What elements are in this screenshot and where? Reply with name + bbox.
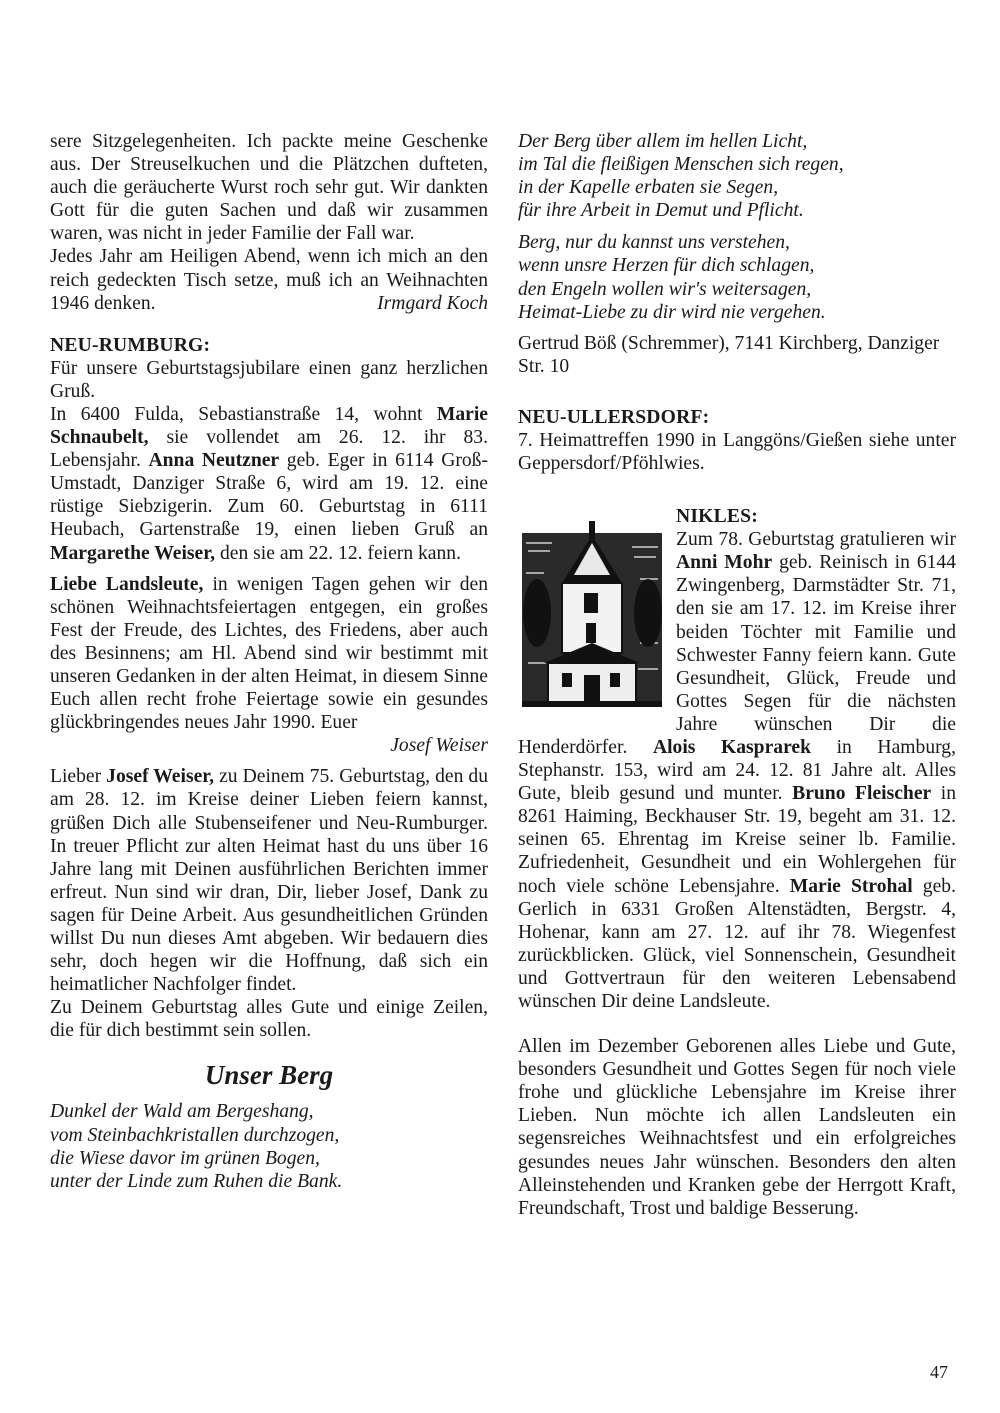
neu-ullersdorf-text: 7. Heimattreffen 1990 in Langgöns/Gießen siehe unter Geppersdorf/Pföhlwies.	[518, 429, 956, 475]
poem-line: wenn unsre Herzen für dich schlagen,	[518, 255, 815, 277]
poem-line: für ihre Arbeit in Demut und Pflicht.	[518, 200, 804, 222]
chapel-woodcut-image	[522, 513, 662, 718]
poem-line: im Tal die fleißigen Menschen sich regen,	[518, 154, 844, 176]
name-anni-mohr: Anni Mohr	[676, 552, 773, 574]
name-josef-weiser: Josef Weiser,	[106, 766, 215, 788]
name-margarethe-weiser: Margarethe Weiser,	[50, 542, 216, 564]
poem-stanza-2	[518, 130, 956, 222]
nikles-section	[518, 505, 956, 1013]
poem-continuation	[518, 130, 956, 324]
heading-neu-rumburg: NEU-RUMBURG:	[50, 334, 211, 356]
poem-line: Heimat-Liebe zu dir wird nie vergehen.	[518, 301, 826, 323]
greeting-lead: Liebe Landsleute,	[50, 573, 204, 595]
chapel-woodcut-icon	[522, 513, 662, 718]
left-column	[50, 130, 488, 1193]
name-marie-strohal: Marie Strohal	[789, 875, 913, 897]
poem-line: in der Kapelle erbaten sie Segen,	[518, 177, 779, 199]
intro-paragraph-2	[50, 245, 488, 314]
christmas-greeting: Liebe Landsleute, in wenigen Tagen gehen wir den schönen Weihnachtsfeiertagen entgegen, ein großes Fest der Freude, des Lichtes, des Friedens, aber auch des Besinnens; am Hl. Abend sind wir bestimmt mit unseren Gedanken in der alten Heimat, in diesem Sinne Euch allen recht frohe Feiertage sowie ein gesundes glückbringendes neues Jahr 1990. Euer	[50, 573, 488, 734]
poem-author: Gertrud Böß (Schremmer), 7141 Kirchberg, Danziger Str. 10	[518, 332, 940, 377]
signature-irmgard-koch: Irmgard Koch	[377, 292, 488, 314]
heading-nikles: NIKLES:	[676, 506, 758, 528]
intro-text-2: Jedes Jahr am Heiligen Abend, wenn ich mich an den reich gedeckten Tisch setze, muß ich an Weihnachten 1946 denken.	[50, 246, 488, 314]
name-bruno-fleischer: Bruno Fleischer	[792, 783, 932, 805]
heading-neu-ullersdorf: NEU-ULLERSDORF:	[518, 406, 710, 428]
page-number: 47	[930, 1362, 948, 1382]
nikles-birthdays: Zum 78. Geburtstag gratulieren wir Anni Mohr geb. Reinisch in 6144 Zwingenberg, Darmstädter Str. 71, den sie am 17. 12. im Kreise ihrer beiden Töchter mit Familie und Schwester Fanny feiern kann. Gute Gesundheit, Glück, Freude und Gottes Segen für die nächsten Jahre wünschen Dir die Henderdörfer. Alois Kasprarek in Hamburg, Stephanstr. 153, wird am 24. 12. 81 Jahre alt. Alles Gute, bleib gesund und munter. Bruno Fleischer in 8261 Haiming, Beckhauser Str. 19, begeht am 31. 12. seinen 65. Ehrentag im Kreise seiner lb. Familie. Zufriedenheit, Gesundheit und ein Wohlergehen für noch viele schöne Lebensjahre. Marie Strohal geb. Gerlich in 6331 Großen Altenstädten, Bergstr. 4, Hohenar, kann am 27. 12. auf ihr 78. Wiegenfest zurückblicken. Glück, viel Sonnenschein, Gesundheit und Gottvertraun für den weiteren Lebensabend wünschen Dir deine Landsleute.	[518, 529, 957, 1012]
poem-line: unter der Linde zum Ruhen die Bank.	[50, 1170, 343, 1192]
neu-rumburg-greeting: Für unsere Geburtstagsjubilare einen ganz herzlichen Gruß.	[50, 357, 488, 402]
poem-line: Der Berg über allem im hellen Licht,	[518, 131, 808, 152]
poem-intro: Zu Deinem Geburtstag alles Gute und einige Zeilen, die für dich bestimmt sein sollen.	[50, 997, 488, 1042]
poem-stanza-3	[518, 231, 956, 323]
poem-line: den Engeln wollen wir's weitersagen,	[518, 278, 812, 300]
december-greeting: Allen im Dezember Geborenen alles Liebe und Gute, besonders Gesundheit und Gottes Segen für noch viele frohe und glückliche Lebensjahre im Kreise ihrer Lieben. Nun möchte ich allen Landsleuten ein segensreiches Weihnachtsfest und ein erfolgreiches gesundes neues Jahr wünschen. Besonders den alten Alleinstehenden und Kranken gebe der Herrgott Kraft, Freundschaft, Trost und baldige Besserung.	[518, 1036, 956, 1219]
poem-line: vom Steinbachkristallen durchzogen,	[50, 1124, 340, 1146]
poem-stanza-1	[50, 1100, 488, 1192]
birthday-josef-weiser: Lieber Josef Weiser, zu Deinem 75. Geburtstag, den du am 28. 12. im Kreise deiner Lieben feiern kannst, grüßen Dich alle Stubenseifener und Neu-Rumburger. In treuer Pflicht zur alten Heimat hast du uns über 16 Jahre lang mit Deinen ausführlichen Berichten immer erfreut. Nun sind wir dran, Dir, lieber Josef, Dank zu sagen für Deine Arbeit. Aus gesundheitlichen Gründen willst Du nun dieses Amt abgeben. Wir bedauern dies sehr, doch hegen wir die Hoffnung, daß sich ein heimatlicher Nachfolger findet.	[50, 766, 489, 996]
poem-line: die Wiese davor im grünen Bogen,	[50, 1147, 320, 1169]
name-anna-neutzner: Anna Neutzner	[148, 450, 280, 472]
name-marie-schnaubelt: Marie Schnaubelt,	[50, 403, 488, 449]
poem-title: Unser Berg	[204, 1060, 334, 1091]
neu-rumburg-birthdays: In 6400 Fulda, Sebastianstraße 14, wohnt Marie Schnaubelt, sie vollendet am 26. 12. ihr 83. Lebensjahr. Anna Neutzner geb. Eger in 6114 Groß-Umstadt, Danziger Straße 6, wird am 19. 12. eine rüstige Siebzigerin. Zum 60. Geburtstag in 6111 Heubach, Gartenstraße 19, einen lieben Gruß an Margarethe Weiser, den sie am 22. 12. feiern kann.	[50, 403, 488, 564]
intro-paragraph: sere Sitzgelegenheiten. Ich packte meine Geschenke aus. Der Streuselkuchen und die Plätzchen dufteten, auch die geräucherte Wurst roch sehr gut. Wir dankten Gott für die guten Sachen und daß wir zusammen waren, was nicht in jeder Familie der Fall war.	[50, 131, 488, 245]
signature-josef-weiser: Josef Weiser	[390, 735, 488, 757]
poem-line: Berg, nur du kannst uns verstehen,	[518, 232, 790, 254]
right-column	[518, 130, 956, 1220]
name-alois-kasprarek: Alois Kasprarek	[652, 736, 811, 758]
poem-line: Dunkel der Wald am Bergeshang,	[50, 1101, 314, 1123]
